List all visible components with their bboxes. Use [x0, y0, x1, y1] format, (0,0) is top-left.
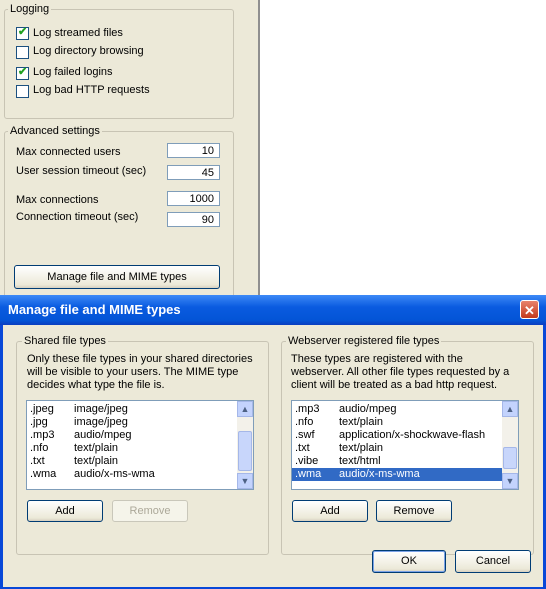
- ok-button[interactable]: OK: [372, 550, 446, 573]
- user-session-timeout-field[interactable]: 45: [167, 165, 220, 180]
- scroll-up-icon[interactable]: ▲: [502, 401, 518, 417]
- scroll-down-icon[interactable]: ▼: [237, 473, 253, 489]
- advanced-settings-title: Advanced settings: [10, 125, 100, 137]
- list-item[interactable]: .nfo text/plain: [30, 442, 119, 454]
- log-directory-browsing-checkbox[interactable]: [16, 46, 29, 59]
- scroll-up-icon[interactable]: ▲: [237, 401, 253, 417]
- connection-timeout-field[interactable]: 90: [167, 212, 220, 227]
- cancel-button[interactable]: Cancel: [455, 550, 531, 573]
- shared-file-types-title: Shared file types: [24, 335, 106, 347]
- log-failed-logins-checkbox[interactable]: [16, 67, 29, 80]
- checkmark-icon: ✔: [18, 66, 28, 78]
- list-item[interactable]: .mp3 audio/mpeg: [30, 429, 132, 441]
- list-item[interactable]: .jpg image/jpeg: [30, 416, 128, 428]
- webserver-file-types-title: Webserver registered file types: [288, 335, 440, 347]
- list-item[interactable]: .swf application/x-shockwave-flash: [295, 429, 486, 441]
- webserver-file-types-list[interactable]: [291, 400, 519, 490]
- close-icon[interactable]: ✕: [520, 300, 539, 319]
- list-item[interactable]: .wma audio/x-ms-wma: [30, 468, 155, 480]
- list-item[interactable]: .txt text/plain: [30, 455, 119, 467]
- log-bad-http-requests-checkbox[interactable]: [16, 85, 29, 98]
- webserver-remove-button[interactable]: Remove: [376, 500, 452, 522]
- log-directory-browsing-label: Log directory browsing: [33, 45, 144, 57]
- log-streamed-files-checkbox[interactable]: [16, 27, 29, 40]
- log-streamed-files-label: Log streamed files: [33, 27, 123, 39]
- connection-timeout-label: Connection timeout (sec): [16, 211, 139, 223]
- dialog-title: Manage file and MIME types: [8, 302, 181, 317]
- manage-file-mime-types-button[interactable]: Manage file and MIME types: [14, 265, 220, 289]
- manage-file-mime-types-dialog: [0, 295, 546, 589]
- scrollbar-thumb[interactable]: [503, 447, 517, 469]
- list-item[interactable]: .jpeg image/jpeg: [30, 403, 128, 415]
- shared-remove-button[interactable]: Remove: [112, 500, 188, 522]
- logging-group: [4, 9, 234, 119]
- shared-add-button[interactable]: Add: [27, 500, 103, 522]
- log-failed-logins-label: Log failed logins: [33, 66, 113, 78]
- max-connections-label: Max connections: [16, 194, 99, 206]
- scrollbar-thumb[interactable]: [238, 431, 252, 471]
- dialog-titlebar[interactable]: [0, 295, 546, 325]
- list-item[interactable]: .mp3 audio/mpeg: [295, 403, 397, 415]
- list-item[interactable]: .txt text/plain: [295, 442, 384, 454]
- max-connected-users-field[interactable]: 10: [167, 143, 220, 158]
- max-connections-field[interactable]: 1000: [167, 191, 220, 206]
- list-item[interactable]: .nfo text/plain: [295, 416, 384, 428]
- log-bad-http-requests-label: Log bad HTTP requests: [33, 84, 150, 96]
- logging-group-title: Logging: [10, 3, 50, 15]
- user-session-timeout-label: User session timeout (sec): [16, 165, 147, 177]
- list-item-selected[interactable]: .wma audio/x-ms-wma: [292, 468, 502, 481]
- list-item[interactable]: .vibe text/html: [295, 455, 381, 467]
- shared-file-types-description: Only these file types in your shared directories will be visible to your users. The MIME type decides what type the file is.: [27, 353, 253, 391]
- checkmark-icon: ✔: [18, 26, 28, 38]
- dialog-client-area: [3, 325, 543, 587]
- webserver-list-scrollbar[interactable]: [502, 401, 518, 489]
- max-connected-users-label: Max connected users: [16, 146, 121, 158]
- shared-list-scrollbar[interactable]: [237, 401, 253, 489]
- webserver-file-types-description: These types are registered with the webserver. All other file types requested by a client will be treated as a bad http request.: [291, 353, 510, 391]
- scroll-down-icon[interactable]: ▼: [502, 473, 518, 489]
- shared-file-types-list[interactable]: [26, 400, 254, 490]
- webserver-add-button[interactable]: Add: [292, 500, 368, 522]
